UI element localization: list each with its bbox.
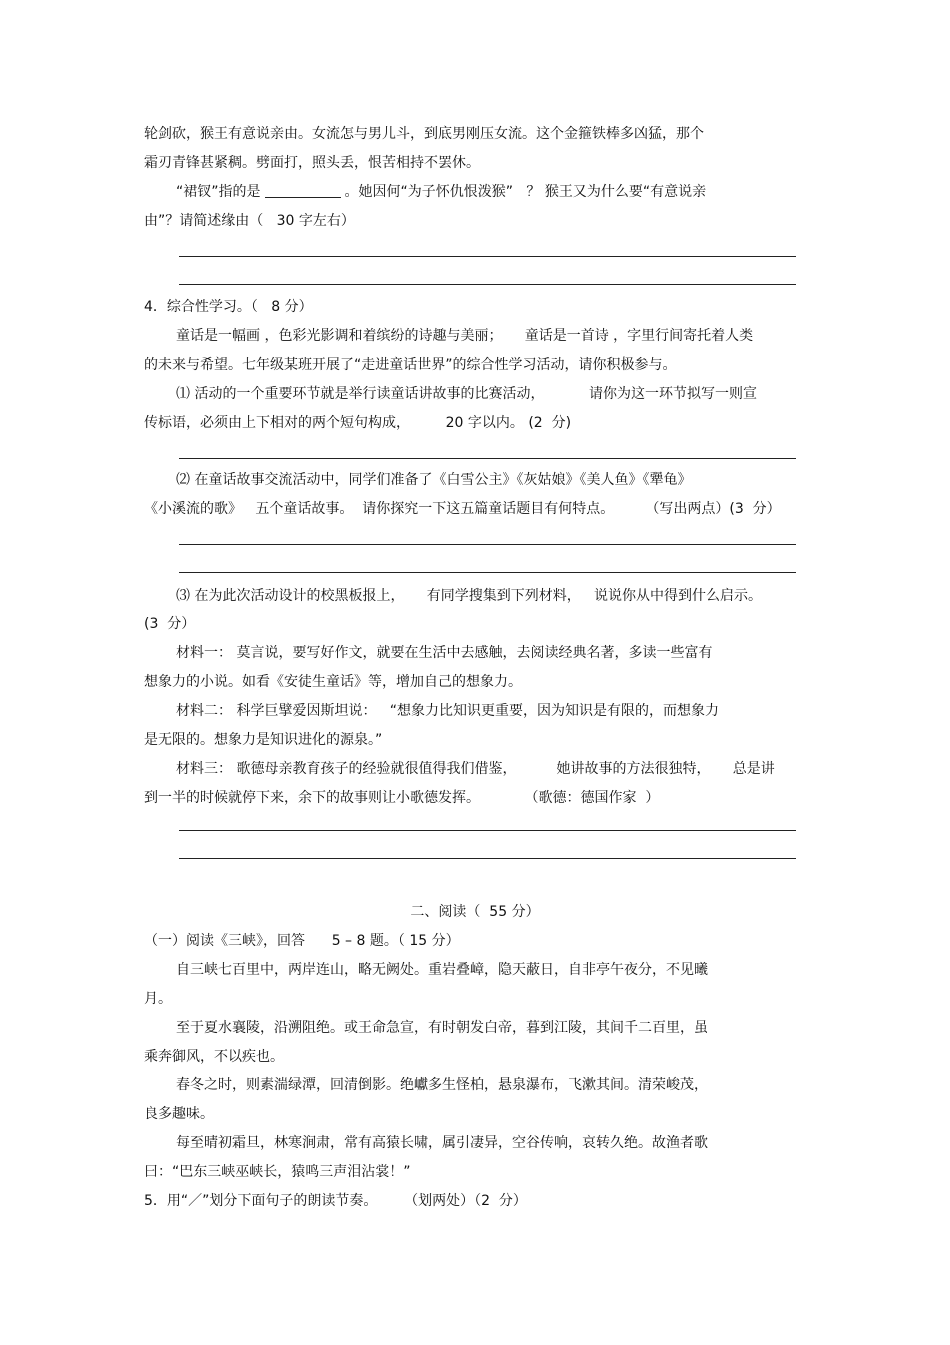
passage-line: 至于夏水襄陵，沿溯阻绝。或王命急宣，有时朝发白帝，暮到江陵，其间千二百里，虽 — [176, 1020, 708, 1036]
question-4-title: 4．综合性学习。（ 8 分） — [144, 299, 313, 315]
material-1: 想象力的小说。如看《安徒生童话》等，增加自己的想象力。 — [144, 674, 522, 690]
question-5: 5．用“／”划分下面句子的朗读节奏。 （划两处）（2 分） — [144, 1193, 527, 1209]
passage-line: 月。 — [144, 991, 172, 1007]
passage-line: 乘奔御风，不以疾也。 — [144, 1049, 284, 1065]
answer-line[interactable] — [179, 256, 796, 257]
material-1: 材料一： 莫言说，要写好作文，就要在生活中去感触，去阅读经典名著，多读一些富有 — [176, 645, 713, 661]
subquestion-1: ⑴ 活动的一个重要环节就是举行读童话讲故事的比赛活动， 请你为这一环节拟写一则宣 — [176, 386, 757, 402]
question-3-text: 由”？请简述缘由（ 30 字左右） — [144, 213, 355, 229]
poem-line: 霜刃青锋甚紧稠。劈面打，照头丢，恨苦相持不罢休。 — [144, 155, 480, 171]
material-3: 到一半的时候就停下来，余下的故事则让小歌德发挥。 （歌德：德国作家 ） — [144, 790, 660, 806]
subquestion-3: (3 分） — [144, 616, 196, 632]
answer-line[interactable] — [179, 458, 796, 459]
question-3-text — [176, 182, 706, 202]
passage-line: 良多趣味。 — [144, 1106, 214, 1122]
subquestion-3: ⑶ 在为此次活动设计的校黑板报上， 有同学搜集到下列材料， 说说你从中得到什么启示。 — [176, 588, 763, 604]
reading-subtitle: （一）阅读《三峡》，回答 5 – 8 题。（ 15 分） — [144, 933, 460, 949]
paragraph-line: 童话是一幅画 ，色彩光影调和着缤纷的诗趣与美丽； 童话是一首诗 ，字里行间寄托着人类 — [176, 328, 754, 344]
passage-line: 自三峡七百里中，两岸连山，略无阙处。重岩叠嶂，隐天蔽日，自非亭午夜分，不见曦 — [176, 962, 708, 978]
question-3-prefix: “裙钗”指的是 — [176, 184, 261, 200]
passage-line: 春冬之时，则素湍绿潭，回清倒影。绝巘多生怪柏，悬泉瀑布，飞漱其间。清荣峻茂， — [176, 1077, 708, 1093]
material-2: 是无限的。想象力是知识进化的源泉。” — [144, 732, 383, 748]
material-2: 材料二： 科学巨擘爱因斯坦说： “想象力比知识更重要，因为知识是有限的，而想象力 — [176, 703, 720, 719]
passage-line: 曰：“巴东三峡巫峡长，猿鸣三声泪沾裳！” — [144, 1164, 411, 1180]
answer-line[interactable] — [179, 284, 796, 285]
answer-line[interactable] — [179, 572, 796, 573]
paragraph-line: 的未来与希望。七年级某班开展了“走进童话世界”的综合性学习活动，请你积极参与。 — [144, 357, 677, 373]
subquestion-1: 传标语，必须由上下相对的两个短句构成， 20 字以内。 (2 分) — [144, 415, 572, 431]
section-title: 二、阅读（ 55 分） — [410, 904, 540, 920]
answer-line[interactable] — [179, 544, 796, 545]
answer-blank[interactable] — [265, 183, 341, 198]
passage-line: 每至晴初霜旦，林寒涧肃，常有高猿长啸，属引凄异，空谷传响，哀转久绝。故渔者歌 — [176, 1135, 708, 1151]
subquestion-2: 《小溪流的歌》 五个童话故事。 请你探究一下这五篇童话题目有何特点。 （写出两点）(3 分） — [144, 501, 781, 517]
question-3-suffix: 。她因何“为子怀仇恨泼猴” ？ 猴王又为什么要“有意说亲 — [344, 184, 707, 200]
material-3: 材料三： 歌德母亲教育孩子的经验就很值得我们借鉴， 她讲故事的方法很独特， 总是讲 — [176, 761, 775, 777]
answer-line[interactable] — [179, 830, 796, 831]
subquestion-2: ⑵ 在童话故事交流活动中，同学们准备了《白雪公主》《灰姑娘》《美人鱼》《犟龟》 — [176, 472, 692, 488]
poem-line: 轮剑砍，猴王有意说亲由。女流怎与男儿斗，到底男刚压女流。这个金箍铁棒多凶猛，那个 — [144, 126, 704, 142]
answer-line[interactable] — [179, 858, 796, 859]
